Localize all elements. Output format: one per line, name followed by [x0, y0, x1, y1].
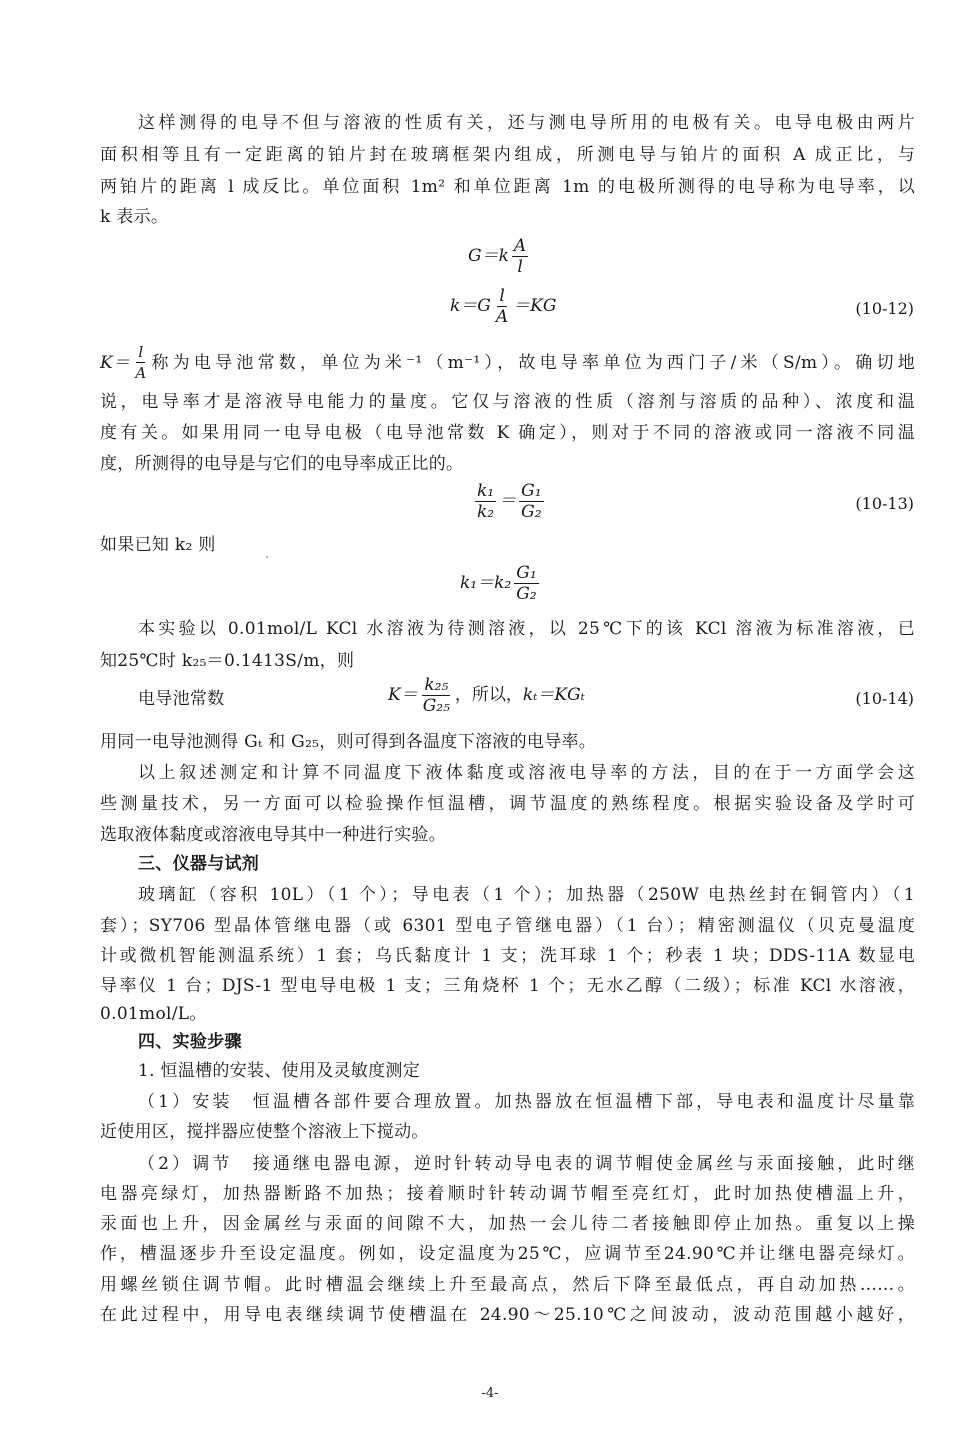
paragraph-line: （2）调节 接通继电器电源，逆时针转动导电表的调节帽使金属丝与汞面接触，此时继: [138, 1154, 915, 1174]
paragraph-line: [100, 342, 915, 383]
equation-connector: ，所以，: [454, 685, 523, 705]
equation-rhs: ＝KG: [513, 296, 557, 316]
paragraph-line: 些测量技术，另一方面可以检验操作恒温槽，调节温度的熟练程度。根据实验设备及学时可: [100, 794, 915, 814]
paragraph-line: 电器亮绿灯，加热器断路不加热；接着顺时针转动调节帽至亮红灯，此时加热使槽温上升，: [100, 1184, 915, 1204]
fraction-numerator: l: [499, 286, 505, 306]
equation-fraction: [494, 286, 510, 327]
fraction-denominator: l: [517, 257, 523, 277]
equation-fraction: [421, 675, 452, 716]
fraction-denominator: G₂: [516, 584, 537, 604]
paragraph-line: 知25℃时 k₂₅＝0.1413S/m，则: [100, 651, 355, 671]
paragraph-line: 度有关。如果用同一电导电极（电导池常数 K 确定），则对于不同的溶液或同一溶液不同温: [100, 423, 915, 443]
equation-rhs: kₜ＝KGₜ: [522, 685, 585, 705]
paragraph-line: 面积相等且有一定距离的铂片封在玻璃框架内组成，所测电导与铂片的面积 A 成正比，与: [100, 145, 915, 165]
paragraph-line: 近使用区，搅拌器应使整个溶液上下搅动。: [100, 1122, 429, 1142]
paragraph-line: 如果已知 k₂ 则: [100, 535, 216, 555]
equation-fraction: [514, 563, 538, 604]
paragraph-line: 玻璃缸（容积 10L）（1 个）；导电表（1 个）；加热器（250W 电热丝封在铜管内）（1: [138, 885, 915, 905]
paragraph-text: 称为电导池常数，单位为米⁻¹（m⁻¹），故电导率单位为西门子/米（S/m）。确切地: [151, 352, 915, 373]
scan-speck: [266, 556, 268, 558]
page-number: -4-: [481, 1386, 499, 1401]
paragraph-line: k 表示。: [100, 207, 169, 227]
paragraph-line: 以上叙述测定和计算不同温度下液体黏度或溶液电导率的方法，目的在于一方面学会这: [138, 763, 915, 783]
section-heading: 四、实验步骤: [138, 1032, 242, 1052]
section-heading: 三、仪器与试剂: [138, 854, 260, 874]
paragraph-line: 度，所测得的电导是与它们的电导率成正比的。: [100, 454, 464, 474]
equation-conductance: [468, 236, 531, 277]
paragraph-line: （1）安装 恒温槽各部件要合理放置。加热器放在恒温槽下部，导电表和温度计尽量靠: [138, 1092, 915, 1112]
equation-fraction: [512, 236, 528, 277]
paragraph-line: 在此过程中，用导电表继续调节使槽温在 24.90～25.10℃之间波动，波动范围越小越好，: [100, 1305, 915, 1325]
paragraph-line: 0.01mol/L。: [100, 1004, 207, 1024]
fraction-numerator: l: [138, 343, 144, 361]
equation-equals: ＝: [499, 491, 517, 511]
equation-number: (10-12): [855, 299, 914, 318]
fraction-denominator: k₂: [477, 502, 495, 522]
paragraph-line: 这样测得的电导不但与溶液的性质有关，还与测电导所用的电极有关。电导电极由两片: [138, 113, 915, 133]
equation-number: (10-14): [855, 689, 914, 708]
equation-number: (10-13): [855, 494, 914, 513]
subsection-heading: 1. 恒温槽的安装、使用及灵敏度测定: [138, 1061, 421, 1081]
fraction-numerator: k₂₅: [424, 675, 449, 695]
paragraph-line: 套）；SY706 型晶体管继电器（或 6301 型电子管继电器）（1 台）；精密测温仪（贝克曼温度: [100, 916, 915, 936]
paragraph-line: 作，槽温逐步升至设定温度。例如，设定温度为25℃，应调节至24.90℃并让继电器亮绿灯。: [100, 1244, 915, 1264]
equation-lhs: K＝: [388, 685, 418, 705]
equation-label: 电导池常数: [138, 689, 225, 709]
equation-lhs: K＝: [100, 352, 131, 373]
fraction-denominator: G₂: [521, 502, 542, 522]
equation-k1: [460, 563, 542, 604]
fraction-numerator: G₁: [521, 481, 542, 501]
paragraph-line: 两铂片的距离 l 成反比。单位面积 1m² 和单位距离 1m 的电极所测得的电导称为电导率，以: [100, 177, 915, 197]
paragraph-line: 本实验以 0.01mol/L KCl 水溶液为待测溶液，以 25℃下的该 KCl 溶液为标准溶液，已: [138, 619, 915, 639]
equation-lhs: k＝G: [450, 296, 491, 316]
equation-conductivity: [450, 286, 556, 327]
paragraph-line: 计或微机智能测温系统）1 套；乌氏黏度计 1 支；洗耳球 1 个；秒表 1 块；DDS-11A 数显电: [100, 946, 915, 966]
equation-fraction: [133, 342, 148, 383]
equation-lhs: k₁＝k₂: [460, 573, 512, 593]
fraction-numerator: k₁: [477, 481, 495, 501]
paragraph-line: 选取液体黏度或溶液电导其中一种进行实验。: [100, 825, 446, 845]
paragraph-line: 用螺丝锁住调节帽。此时槽温会继续上升至最高点，然后下降至最低点，再自动加热……。: [100, 1275, 915, 1295]
fraction-numerator: A: [513, 236, 527, 256]
fraction-numerator: G₁: [516, 563, 537, 583]
fraction-denominator: G₂₅: [422, 696, 450, 716]
paragraph-line: 汞面也上升，因金属丝与汞面的间隙不大，加热一会儿待二者接触即停止加热。重复以上操: [100, 1214, 915, 1234]
equation-fraction: [519, 481, 543, 522]
fraction-denominator: A: [135, 364, 147, 382]
equation-lhs: G＝k: [468, 246, 509, 266]
fraction-denominator: A: [495, 307, 509, 327]
paragraph-line: 用同一电导池测得 Gₜ 和 G₂₅，则可得到各温度下溶液的电导率。: [100, 732, 597, 752]
equation-cell-constant: [388, 675, 585, 716]
paragraph-line: 导率仪 1 台；DJS-1 型电导电极 1 支；三角烧杯 1 个；无水乙醇（二级）；标准 KCl 水溶液，: [100, 976, 915, 996]
equation-ratio: [472, 481, 547, 522]
equation-fraction: [475, 481, 496, 522]
paragraph-line: 说，电导率才是溶液导电能力的量度。它仅与溶液的性质（溶剂与溶质的品种）、浓度和温: [100, 392, 915, 412]
